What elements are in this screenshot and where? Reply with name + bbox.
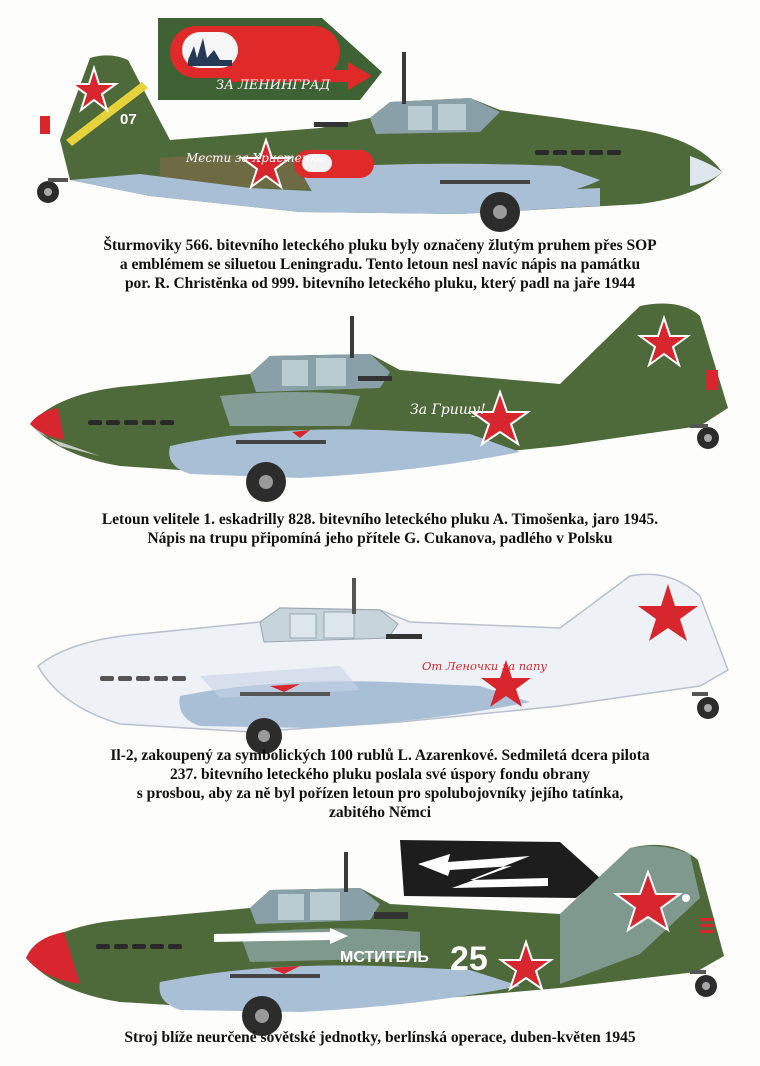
caption-line: por. R. Christěnka od 999. bitevního leteckého pluku, který padl na jaře 1944 — [124, 275, 636, 292]
fuselage-1 — [37, 52, 722, 232]
fuselage-inscription: Мести за Христенко — [186, 151, 324, 165]
caption-line: Letoun velitele 1. eskadrilly 828. bitevního leteckého pluku A. Timošenka, jaro 1945. — [101, 511, 659, 528]
plate-3 — [0, 566, 760, 836]
caption-line: s prosbou, aby za ně byl pořízen letoun pro spolubojovníky jejího tatínka, — [136, 785, 624, 802]
plate-4 — [0, 834, 760, 1066]
fuselage-2 — [30, 304, 728, 502]
fuselage-inscription: От Леночки за папу — [422, 659, 548, 673]
caption-line: Šturmoviky 566. bitevního leteckého pluku byly označeny žlutým pruhem přes SOP — [103, 237, 657, 254]
aircraft-number: 07 — [120, 111, 137, 128]
plate-2 — [0, 296, 760, 556]
wing-marking-panel — [400, 840, 600, 898]
aircraft-number: 25 — [450, 940, 488, 978]
caption-1 — [0, 236, 760, 293]
caption-line: Stroj blíže neurčené sovětské jednotky, berlínská operace, duben-květen 1945 — [124, 1029, 636, 1046]
plate-1 — [0, 0, 760, 300]
fuselage-4 — [26, 845, 724, 1036]
caption-line: Nápis na trupu připomíná jeho přítele G. Cukanova, padlého v Polsku — [147, 530, 613, 547]
caption-line: zabitého Němci — [328, 804, 431, 821]
caption-line: a emblémem se siluetou Leningradu. Tento letoun nesl navíc nápis na památku — [119, 256, 641, 273]
fuselage-inscription: МСТИТЕЛЬ — [340, 949, 429, 966]
caption-3 — [0, 746, 760, 822]
fuselage-3 — [38, 574, 728, 754]
caption-line: 237. bitevního leteckého pluku poslala své úspory fondu obrany — [170, 766, 590, 783]
caption-line: Il-2, zakoupený za symbolických 100 rublů L. Azarenkové. Sedmiletá dcera pilota — [110, 747, 650, 764]
emblem-text: ЗА ЛЕНИНГРАД — [216, 78, 331, 93]
caption-4 — [0, 1028, 760, 1047]
caption-2 — [0, 510, 760, 548]
fuselage-inscription: За Гришу! — [410, 402, 486, 418]
